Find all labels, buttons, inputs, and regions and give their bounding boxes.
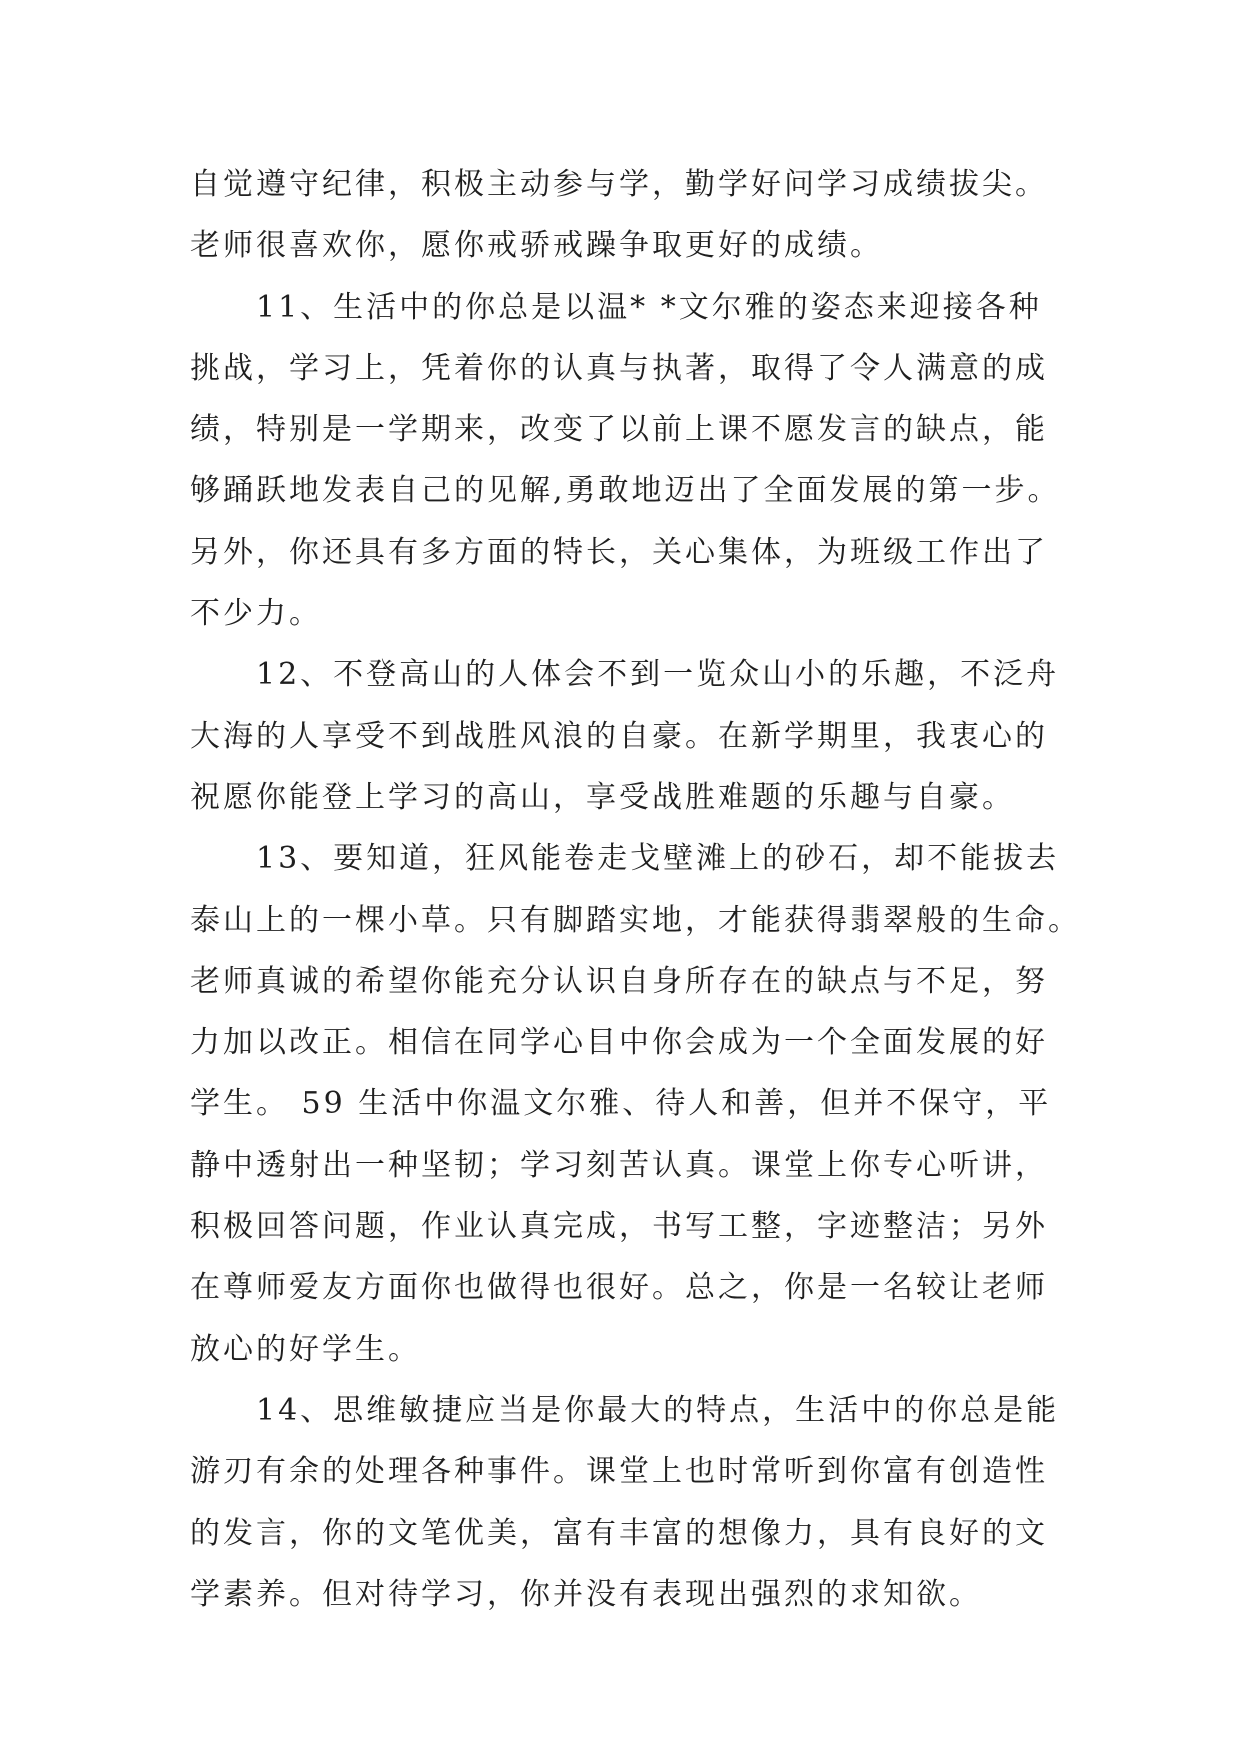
text-line: 够踊跃地发表自己的见解,勇敢地迈出了全面发展的第一步。 (190, 473, 1061, 509)
text-line: 学生。 59 生活中你温文尔雅、待人和善，但并不保守，平 (190, 1086, 1052, 1122)
text-line: 老师很喜欢你，愿你戒骄戒躁争取更好的成绩。 (190, 228, 883, 264)
text-line: 自觉遵守纪律，积极主动参与学，勤学好问学习成绩拔尖。 (190, 167, 1048, 202)
text-line: 另外，你还具有多方面的特长，关心集体，为班级工作出了 (190, 534, 1048, 570)
text-line: 力加以改正。相信在同学心目中你会成为一个全面发展的好 (190, 1025, 1048, 1061)
text-line: 积极回答问题，作业认真完成，书写工整，字迹整洁；另外 (190, 1209, 1048, 1245)
text-line: 挑战，学习上，凭着你的认真与执著，取得了令人满意的成 (190, 350, 1048, 386)
text-line: 在尊师爱友方面你也做得也很好。总之，你是一名较让老师 (190, 1270, 1048, 1306)
text-line: 静中透射出一种坚韧；学习刻苦认真。课堂上你专心听讲， (190, 1147, 1048, 1183)
text-line: 14、思维敏捷应当是你最大的特点，生活中的你总是能 (256, 1392, 1060, 1428)
text-line: 绩，特别是一学期来，改变了以前上课不愿发言的缺点，能 (190, 412, 1048, 448)
text-line: 老师真诚的希望你能充分认识自身所存在的缺点与不足，努 (190, 963, 1048, 999)
text-line: 11、生活中的你总是以温* *文尔雅的姿态来迎接各种 (256, 289, 1042, 325)
text-line: 不少力。 (190, 596, 322, 632)
text-line: 的发言，你的文笔优美，富有丰富的想像力，具有良好的文 (190, 1515, 1048, 1551)
text-line: 游刃有余的处理各种事件。课堂上也时常听到你富有创造性 (190, 1454, 1048, 1490)
text-line: 12、不登高山的人体会不到一览众山小的乐趣，不泛舟 (256, 657, 1060, 693)
text-line: 放心的好学生。 (190, 1331, 421, 1367)
text-line: 祝愿你能登上学习的高山，享受战胜难题的乐趣与自豪。 (190, 779, 1015, 815)
text-line: 大海的人享受不到战胜风浪的自豪。在新学期里，我衷心的 (190, 718, 1048, 754)
text-line: 泰山上的一棵小草。只有脚踏实地，才能获得翡翠般的生命。 (190, 902, 1081, 938)
text-line: 13、要知道，狂风能卷走戈壁滩上的砂石，却不能拔去 (256, 841, 1060, 877)
text-line: 学素养。但对待学习，你并没有表现出强烈的求知欲。 (190, 1576, 982, 1612)
document-body (190, 154, 1081, 1625)
